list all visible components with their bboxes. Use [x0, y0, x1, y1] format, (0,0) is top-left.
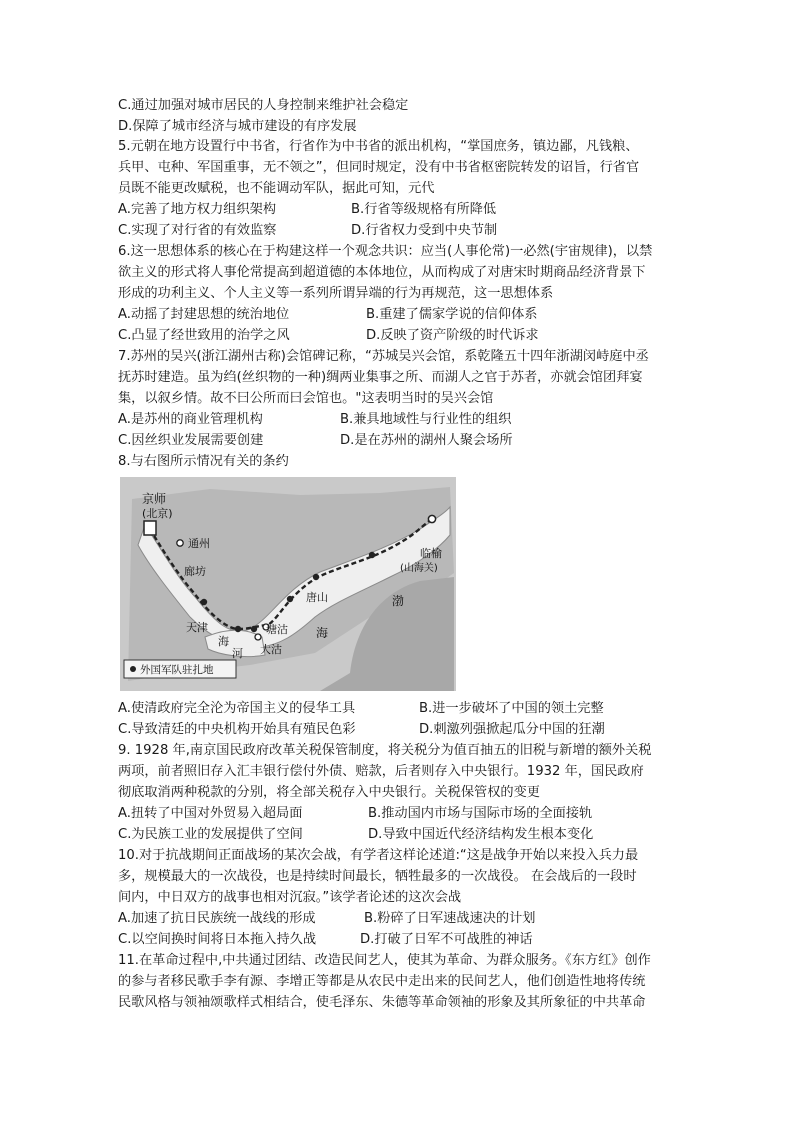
- q11-stem-line-1: 11.在革命过程中,中共通过团结、改造民间艺人，使其为革命、为群众服务。《东方红》创作: [118, 953, 651, 968]
- label-haihe-1: 海: [218, 635, 229, 648]
- q8-option-d: D.刺激列强掀起瓜分中国的狂潮: [419, 722, 605, 737]
- q7-option-a: A.是苏州的商业管理机构: [118, 412, 263, 427]
- q10-stem-line-1: 10.对于抗战期间正面战场的某次会战，有学者这样论述道:“这是战争开始以来投入兵力最: [118, 848, 639, 863]
- q7-option-d: D.是在苏州的湖州人聚会场所: [340, 433, 513, 448]
- capital-marker: [144, 521, 156, 535]
- garrison-marker: [313, 574, 319, 580]
- q4-option-c: C.通过加强对城市居民的人身控制来维护社会稳定: [118, 98, 409, 113]
- q9-option-c: C.为民族工业的发展提供了空间: [118, 827, 303, 842]
- q5-option-c: C.实现了对行省的有效监察: [118, 223, 277, 238]
- label-capital-sub: (北京): [142, 507, 173, 520]
- q8-option-c: C.导致清廷的中央机构开始具有殖民色彩: [118, 722, 356, 737]
- q8-map: [120, 477, 456, 691]
- q10-option-b: B.粉碎了日军速战速决的计划: [364, 911, 536, 926]
- q7-stem-line-1: 7.苏州的吴兴(浙江湖州古称)会馆碑记称，“苏城吴兴会馆，系乾隆五十四年浙湖闵峙庭中丞: [118, 349, 649, 364]
- q5-option-a: A.完善了地方权力组织架构: [118, 202, 277, 217]
- q5-stem-line-2: 兵甲、屯种、军国重事，无不领之”，但同时规定，没有中书省枢密院转发的诏旨，行省官: [118, 160, 640, 175]
- dagu-marker: [255, 634, 261, 640]
- q9-option-d: D.导致中国近代经济结构发生根本变化: [368, 827, 594, 842]
- q6-stem-line-3: 形成的功利主义、个人主义等一系列所谓异端的行为再规范，这一思想体系: [118, 286, 554, 301]
- q6-option-b: B.重建了儒家学说的信仰体系: [366, 307, 538, 322]
- label-linyu: 临榆: [420, 547, 442, 560]
- label-tongzhou: 通州: [188, 537, 210, 550]
- label-capital: 京师: [142, 492, 167, 506]
- q6-stem-line-2: 欲主义的形式将人事伦常提高到超道德的本体地位，从而构成了对唐宋时期商品经济背景下: [118, 265, 646, 280]
- q11-stem-line-2: 的参与者移民歌手李有源、李增正等都是从农民中走出来的民间艺人，他们创造性地将传统: [118, 974, 646, 989]
- q9-stem-line-3: 彻底取消两种税款的分别，将全部关税存入中央银行。关税保管权的变更: [118, 785, 540, 800]
- q5-stem-line-1: 5.元朝在地方设置行中书省，行省作为中书省的派出机构，“掌国庶务，镇边鄙，凡钱粮、: [118, 139, 639, 154]
- label-langfang: 廊坊: [184, 565, 206, 578]
- label-tanggu: 塘沽: [266, 623, 288, 636]
- q9-option-a: A.扭转了中国对外贸易入超局面: [118, 806, 303, 821]
- q9-option-b: B.推动国内市场与国际市场的全面接轨: [368, 806, 593, 821]
- q10-stem-line-2: 多，规模最大的一次战役，也是持续时间最长，牺牲最多的一次战役。 在会战后的一段时: [118, 869, 637, 884]
- q5-stem-line-3: 员既不能更改赋税，也不能调动军队，据此可知，元代: [118, 181, 435, 196]
- q6-option-a: A.动摇了封建思想的统治地位: [118, 307, 290, 322]
- q7-stem-line-3: 集，以叙乡情。故不曰公所而曰会馆也。"这表明当时的吴兴会馆: [118, 391, 494, 406]
- q11-stem-line-3: 民歌风格与领袖颂歌样式相结合，使毛泽东、朱德等革命领袖的形象及其所象征的中共革命: [118, 995, 646, 1010]
- q5-option-b: B.行省等级规格有所降低: [351, 202, 497, 217]
- q4-option-d: D.保障了城市经济与城市建设的有序发展: [118, 119, 357, 134]
- q10-option-d: D.打破了日军不可战胜的神话: [360, 932, 533, 947]
- q7-option-c: C.因丝织业发展需要创建: [118, 433, 264, 448]
- tongzhou-marker: [177, 540, 183, 546]
- garrison-marker: [369, 552, 375, 558]
- q9-stem-line-1: 9. 1928 年,南京国民政府改革关税保管制度，将关税分为值百抽五的旧税与新增的额外关税: [118, 743, 652, 758]
- q10-stem-line-3: 间内，中日双方的战事也相对沉寂。”该学者论述的这次会战: [118, 890, 462, 905]
- garrison-marker: [201, 599, 207, 605]
- label-dagu: 大沽: [260, 643, 282, 656]
- garrison-marker: [235, 626, 241, 632]
- q6-option-c: C.凸显了经世致用的治学之风: [118, 328, 290, 343]
- label-tangshan: 唐山: [306, 591, 328, 604]
- q8-stem: 8.与右图所示情况有关的条约: [118, 454, 289, 469]
- q10-option-a: A.加速了抗日民族统一战线的形成: [118, 911, 316, 926]
- q6-stem-line-1: 6.这一思想体系的核心在于构建这样一个观念共识：应当(人事伦常)一必然(宇宙规律)，以禁: [118, 244, 653, 259]
- label-sea: 海: [316, 626, 329, 640]
- q7-stem-line-2: 抚苏时建造。虽为绉(丝织物的一种)绸两业集事之所、而湖人之官于苏者，亦就会馆团拜宴: [118, 370, 643, 385]
- label-tianjin: 天津: [186, 621, 208, 634]
- label-bo: 渤: [392, 594, 405, 608]
- garrison-marker: [287, 596, 293, 602]
- legend-label: 外国军队驻扎地: [140, 664, 214, 676]
- linyu-marker: [428, 515, 435, 522]
- q8-option-a: A.使清政府完全沦为帝国主义的侵华工具: [118, 701, 356, 716]
- q6-option-d: D.反映了资产阶级的时代诉求: [366, 328, 539, 343]
- q7-option-b: B.兼具地域性与行业性的组织: [340, 412, 512, 427]
- q10-option-c: C.以空间换时间将日本拖入持久战: [118, 932, 317, 947]
- q5-option-d: D.行省权力受到中央节制: [351, 223, 498, 238]
- label-haihe-2: 河: [232, 647, 243, 660]
- legend-marker: [130, 666, 136, 672]
- garrison-marker: [251, 626, 257, 632]
- q8-option-b: B.进一步破坏了中国的领土完整: [419, 701, 604, 716]
- q9-stem-line-2: 两项，前者照旧存入汇丰银行偿付外债、赔款，后者则存入中央银行。1932 年，国民政府: [118, 764, 644, 779]
- label-linyu-sub: (山海关): [400, 563, 438, 574]
